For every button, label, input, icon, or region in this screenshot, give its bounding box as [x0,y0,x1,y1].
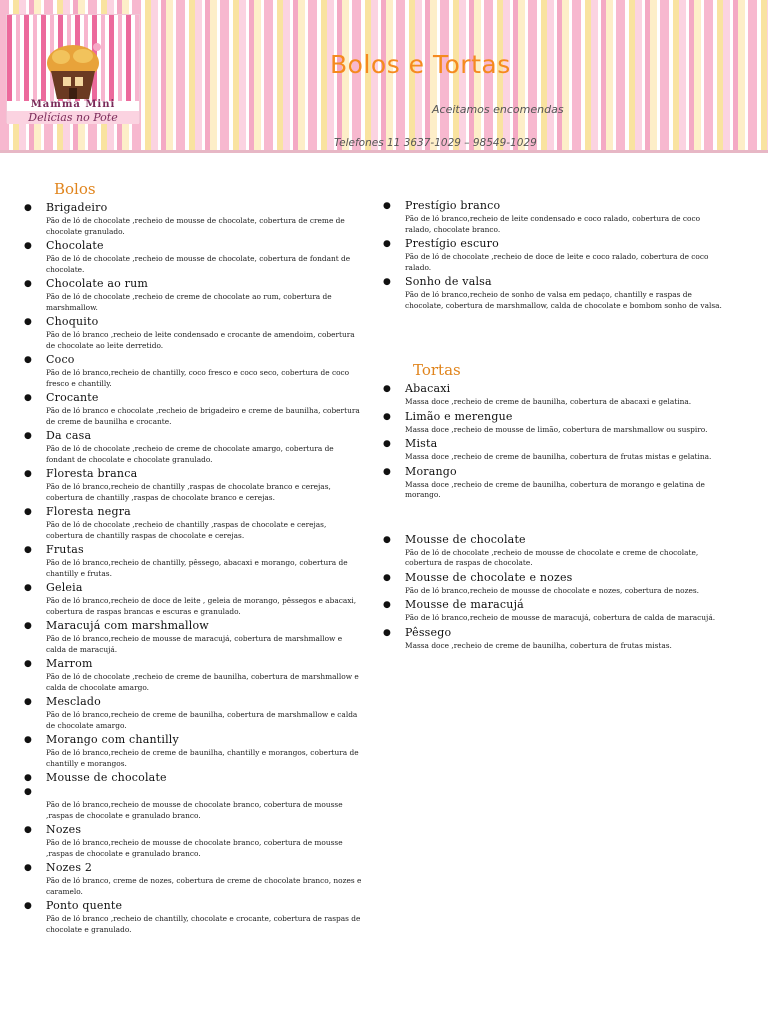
bullet-icon: ● [24,393,32,403]
item-name: Mousse de maracujá [405,598,524,611]
item-description: Massa doce ,recheio de creme de baunilha, cobertura de morango e gelatina de morango. [405,479,705,499]
item-name: Geleia [46,581,83,594]
list-item [383,533,728,571]
item-name: Marrom [46,657,93,670]
list-item [24,899,364,937]
item-name: Morango [405,464,457,478]
bullet-icon: ● [24,469,32,479]
item-name: Coco [46,353,75,366]
item-description: Pão de ló branco ,recheio de chantilly, chocolate e crocante, cobertura de raspas de chocolate e granulado. [46,914,361,934]
item-name: Ponto quente [46,899,123,912]
bullet-icon: ● [24,825,32,835]
item-description: Pão de ló de chocolate ,recheio de mousse de chocolate, cobertura de fondant de chocolate. [46,254,351,274]
item-name: Floresta negra [46,505,131,518]
item-description: Pão de ló branco,recheio de mousse de maracujá, cobertura de marshmallow e calda de maracujá. [46,634,343,654]
tortas-continued-list [383,533,728,654]
list-item [383,598,728,626]
brand-logo [6,14,140,123]
item-name: Limão e merengue [405,409,513,423]
item-description: Pão de ló de chocolate ,recheio de mousse de chocolate, cobertura de creme de chocolate granulado. [46,216,345,236]
bullet-icon: ● [24,545,32,555]
bullet-icon: ● [383,277,391,287]
bullet-icon: ● [383,600,391,610]
bullet-icon: ● [24,659,32,669]
list-item [24,429,364,467]
bullet-icon: ● [24,317,32,327]
phone-numbers: Telefones 11 3637-1029 – 98549-1029 [334,137,537,149]
item-name: Mista [405,437,438,450]
bolos-continued-list [383,199,728,313]
item-name: Crocante [46,391,99,404]
list-item [24,391,364,429]
bullet-icon: ● [24,787,32,797]
item-description: Pão de ló branco,recheio de chantilly ,raspas de chocolate branco e cerejas, cobertura de chantilly ,raspas de chocolate branco e cerejas. [46,482,331,502]
bullet-icon: ● [24,901,32,911]
item-description: Pão de ló de chocolate ,recheio de creme de baunilha, cobertura de marshmallow e calda de chocolate amargo. [46,672,359,692]
bullet-icon: ● [24,431,32,441]
bullet-icon: ● [383,627,391,638]
bullet-icon: ● [24,863,32,873]
bullet-icon: ● [383,572,391,583]
item-description: Pão de ló branco,recheio de mousse de chocolate branco, cobertura de mousse ,raspas de chocolate e granulado branco. [46,838,343,858]
list-item [383,437,728,465]
bullet-icon: ● [383,384,391,394]
list-item [24,823,364,861]
item-name: Prestígio branco [405,199,501,212]
item-name: Abacaxi [405,382,451,395]
item-description: Pão de ló branco,recheio de sonho de valsa em pedaço, chantilly e raspas de chocolate, cobertura de marshmallow, calda de chocolate e bombom sonho de valsa. [405,290,722,310]
list-item [383,465,728,503]
item-name: Da casa [46,429,92,442]
logo-subtitle: Delícias no Pote [7,111,139,124]
item-description: Pão de ló de chocolate ,recheio de doce de leite e coco ralado, cobertura de coco ralado. [405,252,709,272]
item-name: Chocolate [46,239,104,252]
item-description: Pão de ló branco,recheio de mousse de chocolate e nozes, cobertura de nozes. [405,585,700,595]
list-item [24,581,364,619]
item-name: Maracujá com marshmallow [46,619,209,632]
bullet-icon: ● [24,735,32,745]
list-item [383,382,728,410]
list-item [24,239,364,277]
item-description: Pão de ló branco,recheio de mousse de maracujá, cobertura de calda de maracujá. [405,613,716,622]
list-item [24,657,364,695]
tortas-list [383,382,728,503]
bullet-icon: ● [383,411,391,422]
item-name: Nozes [46,823,82,836]
item-description: Pão de ló de chocolate ,recheio de chantilly ,raspas de chocolate e cerejas, cobertura de chantilly raspas de chocolate e cerejas. [46,520,327,540]
cupcake-icon [41,41,105,101]
item-name: Floresta branca [46,467,138,480]
item-description: Pão de ló branco,recheio de mousse de chocolate branco, cobertura de mousse ,raspas de chocolate e granulado branco. [46,800,343,820]
item-description: Massa doce ,recheio de creme de baunilha, cobertura de frutas mistas e gelatina. [405,452,712,461]
list-item [24,315,364,353]
list-item [24,467,364,505]
bullet-icon: ● [383,466,391,477]
item-name: Brigadeiro [46,201,108,214]
tagline: Aceitamos encomendas [432,103,564,116]
item-description: Pão de ló branco,recheio de doce de leite , geleia de morango, pêssegos e abacaxi, cobertura de raspas brancas e escuras e granulado. [46,596,357,616]
list-item [24,619,364,657]
item-name: Morango com chantilly [46,733,179,746]
item-name: Chocolate ao rum [46,277,149,290]
bullet-icon: ● [383,534,391,545]
bullet-icon: ● [24,203,32,213]
bullet-icon: ● [24,773,32,783]
item-description: Pão de ló branco,recheio de chantilly, pêssego, abacaxi e morango, cobertura de chantilly e frutas. [46,558,348,578]
item-description: Pão de ló de chocolate ,recheio de creme de chocolate amargo, cobertura de fondant de chocolate e chocolate granulado. [46,444,334,464]
bullet-icon: ● [383,201,391,211]
list-item [24,695,364,733]
item-description: Pão de ló branco,recheio de creme de baunilha, chantilly e morangos, cobertura de chantilly e morangos. [46,748,359,768]
item-name: Prestígio escuro [405,237,499,250]
bolos-list [24,201,364,937]
item-description: Pão de ló branco ,recheio de leite condensado e crocante de amendoim, cobertura de chocolate ao leite derretido. [46,330,355,350]
list-item [383,199,728,237]
spacer [383,503,728,533]
list-item [24,785,364,823]
list-item [383,237,728,275]
bullet-icon: ● [24,583,32,593]
left-column [24,179,364,937]
item-name: Frutas [46,543,84,556]
bullet-icon: ● [383,439,391,449]
logo-wordmark: Mamma Mini [30,99,116,110]
bullet-icon: ● [24,279,32,289]
list-item [24,201,364,239]
item-description: Massa doce ,recheio de creme de baunilha, cobertura de frutas mistas. [405,640,672,650]
item-description: Massa doce ,recheio de mousse de limão, cobertura de marshmallow ou suspiro. [405,424,708,434]
item-name: Nozes 2 [46,861,93,874]
item-name: Mousse de chocolate [46,771,167,784]
list-item [24,733,364,771]
item-description: Pão de ló branco, creme de nozes, cobertura de creme de chocolate branco, nozes e caramelo. [46,876,362,896]
list-item [383,275,728,313]
header-divider [0,150,768,153]
item-description: Pão de ló branco,recheio de leite condensado e coco ralado, cobertura de coco ralado, chocolate branco. [405,214,701,234]
page-title: Bolos e Tortas [330,50,511,79]
list-item [24,771,364,785]
item-name [46,785,364,799]
list-item [24,353,364,391]
bullet-icon: ● [24,621,32,631]
item-description: Pão de ló de chocolate ,recheio de creme de chocolate ao rum, cobertura de marshmallow. [46,292,332,312]
item-name: Mousse de chocolate e nozes [405,570,573,584]
list-item [383,410,728,438]
bullet-icon: ● [24,507,32,517]
item-name: Pêssego [405,625,452,639]
list-item [24,543,364,581]
list-item [24,277,364,315]
right-column [383,199,728,653]
item-description: Massa doce ,recheio de creme de baunilha, cobertura de abacaxi e gelatina. [405,397,692,406]
item-description: Pão de ló branco e chocolate ,recheio de brigadeiro e creme de baunilha, cobertura de creme de baunilha e crocante. [46,406,360,426]
item-name: Mousse de chocolate [405,532,526,546]
item-name: Choquito [46,315,99,328]
item-description: Pão de ló branco,recheio de creme de baunilha, cobertura de marshmallow e calda de chocolate amargo. [46,710,358,730]
item-description: Pão de ló branco,recheio de chantilly, coco fresco e coco seco, cobertura de coco fresco e chantilly. [46,368,350,388]
list-item [383,626,728,654]
bullet-icon: ● [24,241,32,251]
bullet-icon: ● [383,239,391,249]
bullet-icon: ● [24,697,32,707]
list-item [24,505,364,543]
list-item [24,861,364,899]
item-description: Pão de ló de chocolate ,recheio de mousse de chocolate e creme de chocolate, cobertura de raspas de chocolate. [405,547,699,567]
spacer [383,313,728,360]
section-heading-tortas: Tortas [413,361,461,379]
item-name: Mesclado [46,695,101,708]
bullet-icon: ● [24,355,32,365]
section-heading-bolos: Bolos [54,180,96,198]
list-item [383,571,728,599]
item-name: Sonho de valsa [405,275,492,288]
